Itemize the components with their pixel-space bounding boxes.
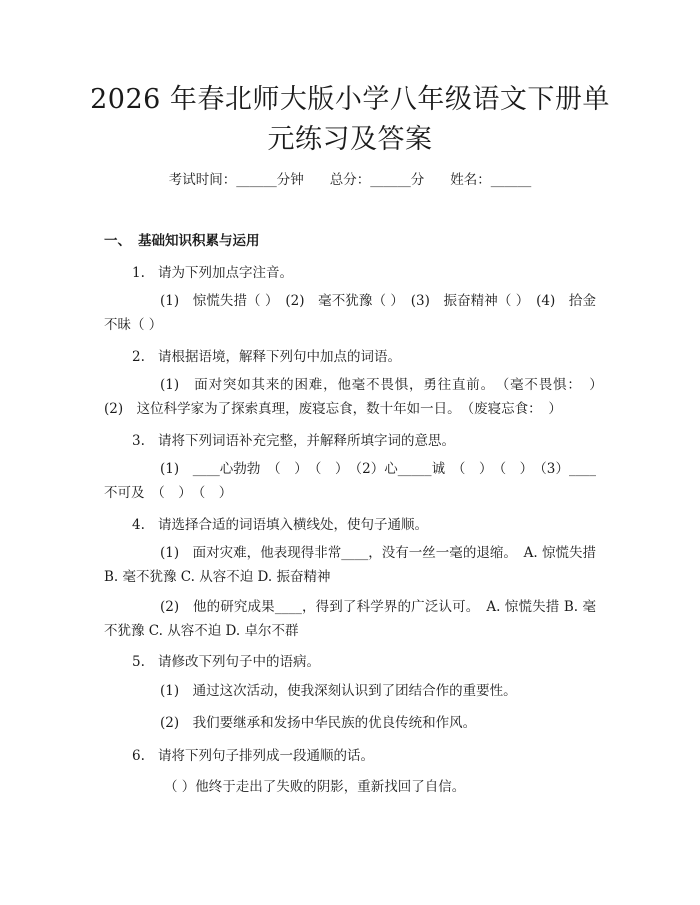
question-text: 请为下列加点字注音。 [158, 265, 293, 281]
question-item: (1) 面对突如其来的困难，他毫不畏惧，勇往直前。 （毫不畏惧： ） (2) 这位科学家为了探索真理，废寝忘食，数十年如一日。 （废寝忘食： ） [104, 377, 610, 417]
question-item: (2) 我们要继承和发扬中华民族的优良传统和作风。 [160, 715, 477, 731]
question-item: (1) 通过这次活动，使我深刻认识到了团结合作的重要性。 [160, 683, 517, 699]
document-title: 2026 年春北师大版小学八年级语文下册单元练习及答案 [90, 84, 610, 155]
question-prompt [132, 261, 293, 281]
question-item: (2) 他的研究成果____，得到了科学界的广泛认可。 A. 惊慌失措 B. 毫不犹豫 C. 从容不迫 D. 卓尔不群 [104, 599, 596, 639]
question-item: (1) 面对灾难，他表现得非常____，没有一丝一毫的退缩。 A. 惊慌失措 B. 毫不犹豫 C. 从容不迫 D. 振奋精神 [104, 545, 596, 585]
question-text: 请根据语境，解释下列句中加点的词语。 [158, 349, 401, 365]
question-text: 请将下列词语补充完整，并解释所填字词的意思。 [158, 433, 455, 449]
question-prompt [132, 650, 320, 670]
question-number: 4. [132, 517, 145, 533]
total-score-field: 总分：______分 [329, 172, 425, 188]
student-name-field: 姓名：______ [450, 172, 532, 188]
question-text: 请修改下列句子中的语病。 [158, 654, 320, 670]
question-prompt [132, 513, 428, 533]
section-number: 一、 [104, 233, 131, 249]
section-title: 基础知识积累与运用 [138, 233, 260, 249]
exam-info-line [0, 168, 700, 188]
question-number: 5. [132, 654, 145, 670]
question-number: 2. [132, 349, 145, 365]
question-number: 3. [132, 433, 145, 449]
question-prompt [132, 744, 374, 764]
exam-time-field: 考试时间：______分钟 [168, 172, 304, 188]
question-prompt [132, 345, 401, 365]
section-heading [104, 229, 260, 249]
question-text: 请将下列句子排列成一段通顺的话。 [158, 748, 374, 764]
question-item: (1) 惊慌失措（ ） (2) 毫不犹豫（ ） (3) 振奋精神（ ） (4) 拾金不昧（ ） [104, 293, 596, 333]
question-text: 请选择合适的词语填入横线处，使句子通顺。 [158, 517, 428, 533]
question-item: (1) ____心勃勃 （ ） （ ） （2）心_____诚 （ ） （ ） （3）____不可及 （ ） （ ） [104, 461, 596, 501]
question-number: 6. [132, 748, 145, 764]
question-item: （ ）他终于走出了失败的阴影，重新找回了自信。 [164, 779, 466, 795]
question-prompt [132, 429, 455, 449]
question-number: 1. [132, 265, 145, 281]
